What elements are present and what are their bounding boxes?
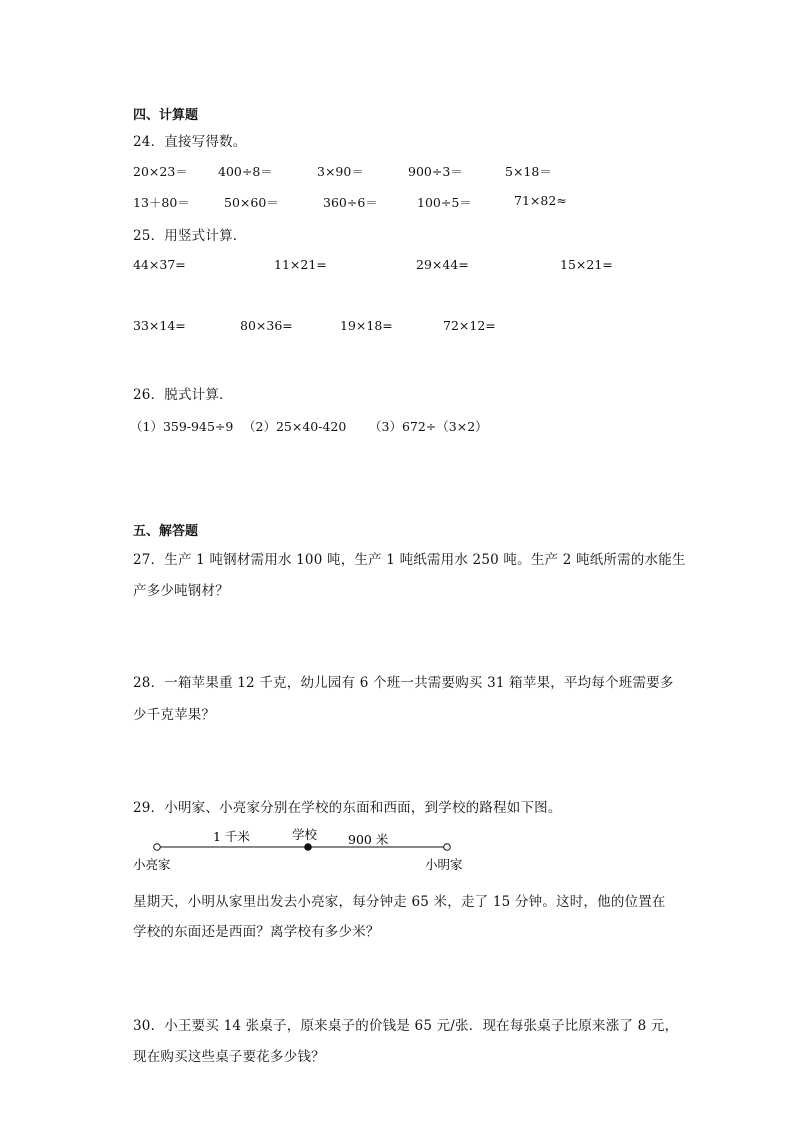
section-five-title: 五、解答题 [133,524,199,539]
question-30-line: 30．小王要买 14 张桌子，原来桌子的价钱是 65 元/张．现在每张桌子比原来涨了 8 元， [133,1018,679,1034]
q26-item: （1）359-945÷9 [130,419,234,434]
question-24-stem: 24．直接写得数。 [133,134,247,150]
question-25-stem: 25．用竖式计算． [133,228,247,244]
question-29-line: 学校的东面还是西面？离学校有多少米？ [133,924,380,940]
q24-expression: 100÷5＝ [417,195,472,210]
section-four-title: 四、计算题 [133,108,199,123]
q25-expression: 80×36= [240,318,293,333]
q25-expression: 11×21= [274,257,327,272]
question-26-stem: 26．脱式计算． [133,387,233,403]
xiaoming-home-point [444,844,451,851]
q25-expression: 72×12= [443,318,496,333]
q24-expression: 5×18＝ [505,164,552,179]
question-27-line: 产多少吨钢材？ [133,583,229,599]
q25-expression: 33×14= [133,318,186,333]
q24-expression: 20×23＝ [133,164,188,179]
school-label: 学校 [292,827,318,842]
xiaoming-home-label: 小明家 [425,857,463,872]
q26-item: （3）672÷（3×2） [369,419,488,434]
question-29-line: 29．小明家、小亮家分别在学校的东面和西面，到学校的路程如下图。 [133,800,562,816]
q24-expression: 13＋80＝ [133,195,190,210]
q24-expression: 50×60＝ [224,195,279,210]
q26-item: （2）25×40-420 [243,419,347,434]
question-27-line: 27．生产 1 吨钢材需用水 100 吨，生产 1 吨纸需用水 250 吨。生产 2 吨纸所需的水能生 [133,552,686,568]
question-28-line: 28．一箱苹果重 12 千克，幼儿园有 6 个班一共需要购买 31 箱苹果，平均每个班需要多 [133,675,674,691]
question-30-line: 现在购买这些桌子要花多少钱？ [133,1049,325,1065]
q24-expression: 3×90＝ [317,164,364,179]
xiaoliang-home-label: 小亮家 [133,857,171,872]
q25-expression: 15×21= [560,257,613,272]
xiaoliang-home-point [154,844,161,851]
right-distance-label: 900 米 [348,832,389,847]
left-distance-label: 1 千米 [213,829,250,844]
q24-expression: 900÷3＝ [408,164,463,179]
question-28-line: 少千克苹果？ [133,707,216,723]
q24-expression: 71×82≈ [514,193,567,208]
q25-expression: 44×37= [133,257,186,272]
q25-expression: 19×18= [340,318,393,333]
q25-expression: 29×44= [416,257,469,272]
q24-expression: 400÷8＝ [218,164,273,179]
q24-expression: 360÷6＝ [323,195,378,210]
school-point [304,843,312,851]
distance-diagram [125,822,485,878]
question-29-line: 星期天，小明从家里出发去小亮家，每分钟走 65 米，走了 15 分钟。这时，他的位置在 [133,894,666,910]
